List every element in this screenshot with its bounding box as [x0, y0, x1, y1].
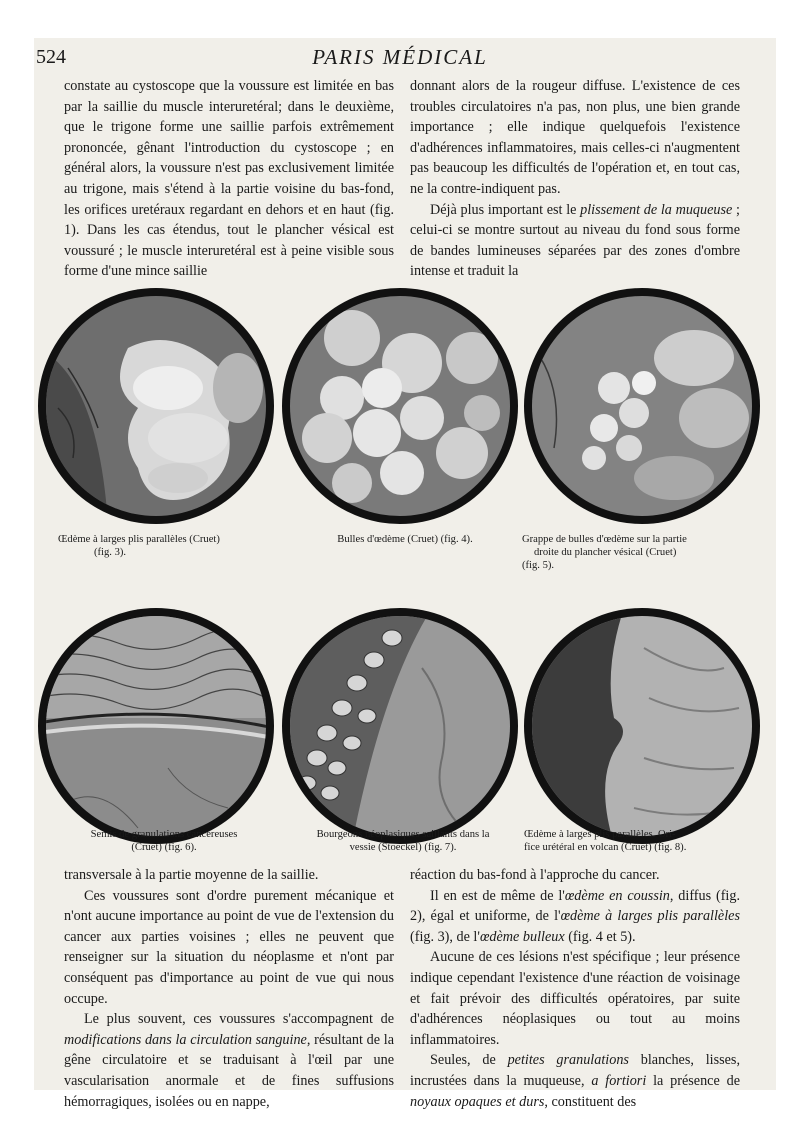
text-column-bottom-right — [410, 865, 740, 1112]
paragraph: constate au cystoscope que la voussure est limitée en bas par la saillie du muscle interuretéral; dans le deuxième, que le trigone forme une saillie parfois extrêmement prononcée, gênant l'introduction du cystoscope ; en général alors, la voussure n'est pas exclusivement limitée au trigone, mais s'étend à la partie voisine du bas-fond, les orifices uretéraux regardant en dehors et en haut (fig. 1). Dans les cas étendus, tout le plancher vésical est voussuré ; le muscle interuretéral est à peine visible sous forme d'une mince saillie — [64, 78, 394, 280]
figure-3-caption: Œdème à larges plis parallèles (Cruet) (fig. 3). — [58, 534, 220, 558]
paragraph: Seules, de petites granulations blanches, lisses, incrustées dans la muqueuse, a fortiori la présence de noyaux opaques et durs, constituent des — [410, 1052, 740, 1110]
running-title: PARIS MÉDICAL — [312, 45, 488, 69]
text-column-top-left — [64, 76, 394, 282]
paragraph: Déjà plus important est le plissement de la muqueuse ; celui-ci se montre surtout au niveau du fond sous forme de bandes lumineuses séparées par des zones d'ombre intense et traduit la — [410, 201, 740, 280]
paragraph: Ces voussures sont d'ordre purement mécanique et n'ont aucune importance au point de vue de l'extension du cancer aux parties voisines ; elles ne peuvent que renseigner sur la situation du néoplasme et n'ont par conséquent pas d'importance au point de vue qui nous occupe. — [64, 887, 394, 1007]
paragraph: transversale à la partie moyenne de la saillie. — [64, 867, 319, 883]
figure-7-caption: Bourgeons néoplasiques saillants dans la vessie (Stoeckel) (fig. 7). — [316, 829, 490, 853]
paragraph: Aucune de ces lésions n'est spécifique ; leur présence indique cependant l'existence d'une réaction de voisinage et fait prévoir des difficultés opératoires, par suite d'adhérences néoplasiques ou tout au moins inflammatoires. — [410, 949, 740, 1048]
figure-8-cystoscopic-image — [524, 608, 760, 844]
figure-6-cystoscopic-image — [38, 608, 274, 844]
figure-4-cystoscopic-image — [282, 288, 518, 524]
paragraph: Le plus souvent, ces voussures s'accompagnent de modifications dans la circulation sanguine, résultant de la gêne circulatoire et se traduisant à l'œil par une vascularisation anormale et de fines suffusions hémorragiques, isolées ou en nappe, — [64, 1011, 394, 1110]
figure-3-cystoscopic-image — [38, 288, 274, 524]
figure-8-caption: Œdème à larges plis parallèles. Ori- fice urétéral en volcan (Cruet) (fig. 8). — [524, 829, 687, 853]
paragraph: donnant alors de la rougeur diffuse. L'existence de ces troubles circulatoires n'a pas, non plus, une bien grande importance ; elle indique quelquefois l'existence d'adhérences inflammatoires, mais celles-ci n'augmentent pas beaucoup les difficultés de l'opération et, en tout cas, ne la contre-indiquent pas. — [410, 78, 740, 197]
figure-6-caption: Semis de granulations cancéreuses (Cruet) (fig. 6). — [90, 829, 238, 853]
paragraph: réaction du bas-fond à l'approche du cancer. — [410, 867, 660, 883]
text-column-bottom-left — [64, 865, 394, 1112]
figure-5-cystoscopic-image — [524, 288, 760, 524]
figure-7-cystoscopic-image — [282, 608, 518, 844]
figure-4-caption: Bulles d'œdème (Cruet) (fig. 4). — [337, 534, 473, 545]
text-column-top-right — [410, 76, 740, 282]
figure-5-caption: Grappe de bulles d'œdème sur la partie droite du plancher vésical (Cruet) (fig. 5). — [522, 534, 687, 571]
page-number: 524 — [36, 46, 66, 68]
paragraph: Il en est de même de l'œdème en coussin, diffus (fig. 2), égal et uniforme, de l'œdème à larges plis parallèles (fig. 3), de l'œdème bulleux (fig. 4 et 5). — [410, 887, 741, 945]
